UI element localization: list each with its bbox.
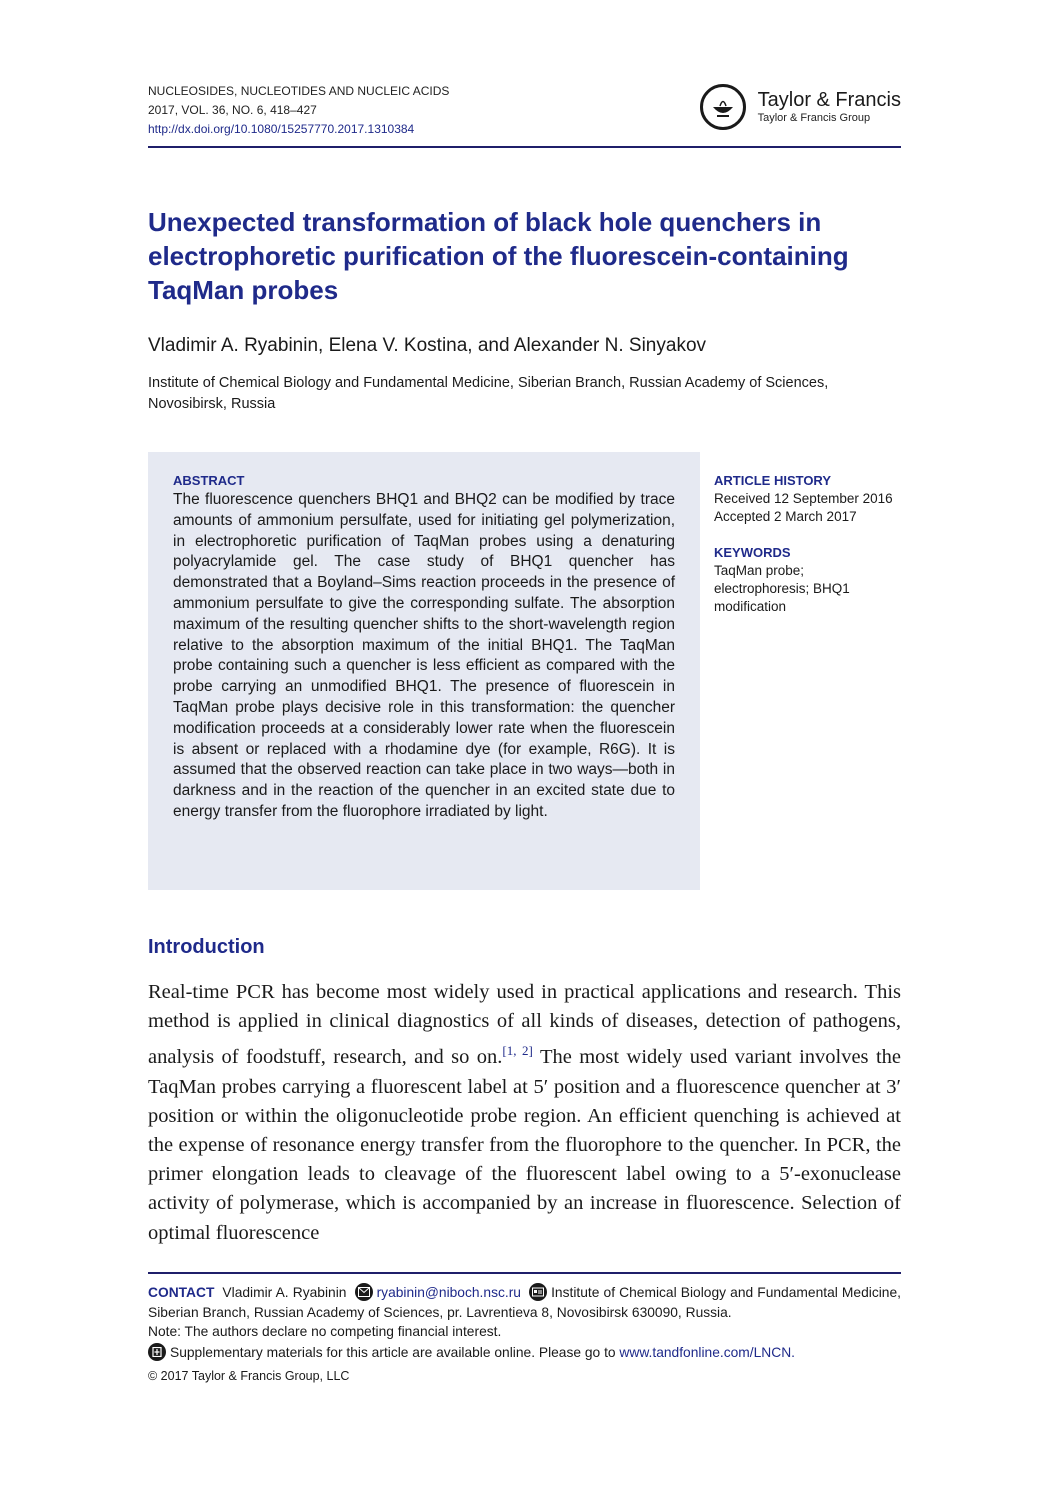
abstract-heading: ABSTRACT <box>173 473 245 488</box>
author-list: Vladimir A. Ryabinin, Elena V. Kostina, and Alexander N. Sinyakov <box>148 335 707 356</box>
intro-text-part1: Real-time PCR has become most widely used in practical applications and research. This method is applied in clinical diagnostics of all kinds of diseases, detection of pathogens, analysis of foodstuff, research, and so on. <box>148 981 901 1069</box>
footer-divider <box>148 1272 901 1274</box>
journal-name: NUCLEOSIDES, NUCLEOTIDES AND NUCLEIC ACIDS <box>148 84 450 98</box>
publisher-logo <box>700 84 901 130</box>
supplementary-link[interactable]: www.tandfonline.com/LNCN. <box>619 1345 796 1360</box>
contact-email[interactable]: ryabinin@niboch.nsc.ru <box>376 1285 521 1300</box>
keywords-heading: KEYWORDS <box>714 545 791 560</box>
abstract-box <box>148 452 700 890</box>
accepted-date: Accepted 2 March 2017 <box>714 509 857 524</box>
supplementary-icon <box>148 1343 166 1361</box>
keywords-list: TaqMan probe; electrophoresis; BHQ1 modification <box>714 563 850 614</box>
abstract-text: The fluorescence quenchers BHQ1 and BHQ2 can be modified by trace amounts of ammonium persulfate, used for initiating gel polymerization, in electrophoretic purification of TaqMan probes using a denaturing polyacrylamide gel. The case study of BHQ1 quencher has demonstrated that a Boyland–Sims reaction proceeds in the presence of ammonium persulfate to give the corresponding sulfate. The absorption maximum of the resulting quencher shifts to the short-wavelength region relative to the absorption maximum of the initial BHQ1. The TaqMan probe containing such a quencher is less efficient as compared with the probe carrying an unmodified BHQ1. The presence of fluorescein in TaqMan probe plays decisive role in this transformation: the quencher modification proceeds at a considerably lower rate when the fluorescein is absent or replaced with a rhodamine dye (for example, R6G). It is assumed that the observed reaction can take place in two ways—both in darkness and in the reaction of the quencher in an excited state due to energy transfer from the fluorophore irradiated by light. <box>173 491 675 820</box>
contact-name: Vladimir A. Ryabinin <box>222 1285 347 1300</box>
history-heading: ARTICLE HISTORY <box>714 473 832 488</box>
publisher-name: Taylor & Francis <box>757 89 901 111</box>
supplementary-text: Supplementary materials for this article are available online. Please go to <box>170 1345 620 1360</box>
supplementary-note <box>148 1343 795 1363</box>
volume-info: 2017, VOL. 36, NO. 6, 418–427 <box>148 103 317 117</box>
article-sidebar <box>714 472 904 616</box>
received-date: Received 12 September 2016 <box>714 491 893 506</box>
address-card-icon <box>529 1283 547 1301</box>
competing-interest-note: Note: The authors declare no competing financial interest. <box>148 1324 502 1339</box>
header-divider <box>148 146 901 148</box>
citation-link[interactable]: [1, 2] <box>502 1043 533 1059</box>
contact-label: CONTACT <box>148 1285 215 1300</box>
publisher-group: Taylor & Francis Group <box>757 112 871 124</box>
intro-text-part2: The most widely used variant involves the TaqMan probes carrying a fluorescent label at 5′ position and a fluorescence quencher at 3′ position or within the oligonucleotide probe region. An efficient quenching is achieved at the expense of resonance energy transfer from the fluorophore to the quencher. In PCR, the primer elongation leads to cleavage of the fluorescent label owing to a 5′-exonuclease activity of polymerase, which is accompanied by an increase in fluorescence. Selection of optimal fluorescence <box>148 1046 902 1244</box>
doi-link[interactable]: http://dx.doi.org/10.1080/15257770.2017.1310384 <box>148 122 415 136</box>
contact-block <box>148 1283 901 1322</box>
copyright: © 2017 Taylor & Francis Group, LLC <box>148 1369 350 1383</box>
envelope-icon <box>355 1283 373 1301</box>
introduction-text <box>148 978 901 1248</box>
lamp-icon <box>700 84 746 130</box>
contact-address: Institute of Chemical Biology and Fundamental Medicine, Siberian Branch, Russian Academy of Sciences, pr. Lavrentieva 8, Novosibirsk 630090, Russia. <box>148 1285 901 1320</box>
journal-info <box>148 82 449 139</box>
article-title: Unexpected transformation of black hole quenchers in electrophoretic purification of the fluorescein-containing TaqMan probes <box>148 207 849 305</box>
affiliation: Institute of Chemical Biology and Fundamental Medicine, Siberian Branch, Russian Academy of Sciences, Novosibirsk, Russia <box>148 375 829 412</box>
introduction-heading: Introduction <box>148 936 265 958</box>
